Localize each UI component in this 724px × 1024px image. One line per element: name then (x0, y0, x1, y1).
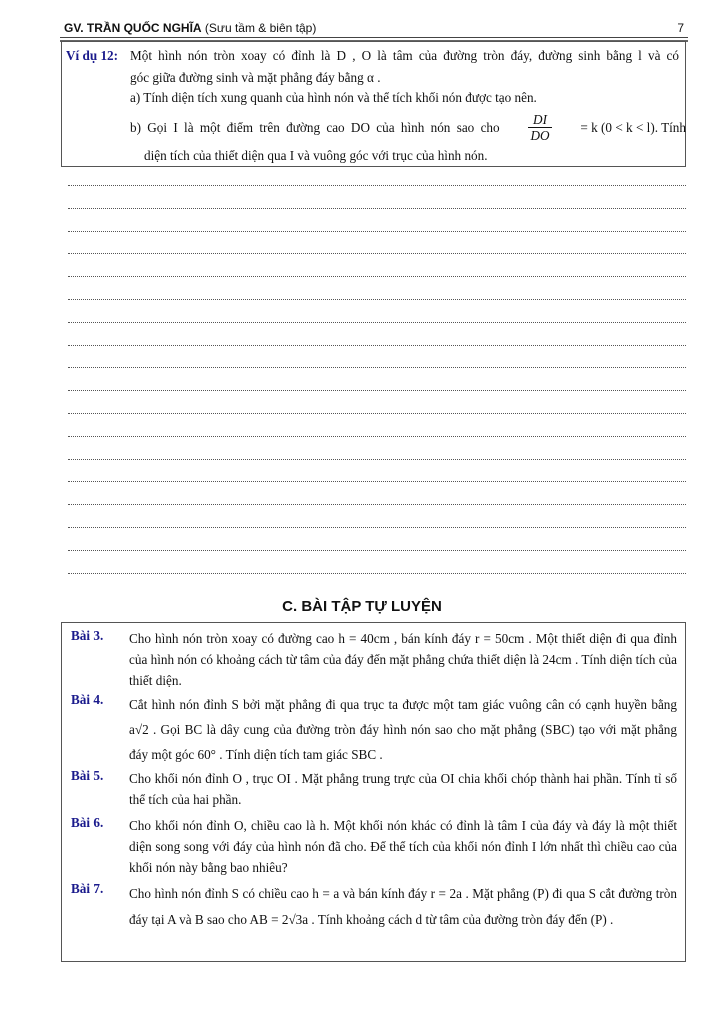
dotted-answer-line (68, 345, 686, 346)
example-box (61, 41, 686, 167)
exercise-text: Cho khối nón đỉnh O , trục OI . Mặt phẳng trung trực của OI chia khối chóp thành hai phần. Tính tỉ số thể tích của hai phần. (129, 771, 677, 807)
dotted-answer-line (68, 550, 686, 551)
header-rule (60, 37, 688, 38)
example-line-3: a) Tính diện tích xung quanh của hình nón và thể tích khối nón được tạo nên. (130, 90, 537, 105)
exercise-text: Cho khối nón đỉnh O, chiều cao là h. Một khối nón khác có đỉnh là tâm I của đáy và đáy là một thiết diện song song với đáy của hình nón đã cho. Để thể tích của khối nón đỉnh I lớn nhất thì chiều cao của khối nón này bằng bao nhiêu? (129, 818, 677, 875)
example-line-5: diện tích của thiết diện qua I và vuông góc với trục của hình nón. (144, 148, 488, 163)
author-note: (Sưu tầm & biên tập) (201, 21, 317, 35)
exercise-label: Bài 4. (71, 692, 104, 707)
dotted-answer-line (68, 436, 686, 437)
exercise-text: Cho hình nón đỉnh S có chiều cao h = a và bán kính đáy r = 2a . Mặt phẳng (P) đi qua S cắt đường tròn đáy tại A và B sao cho AB = 2√3a . Tính khoảng cách d từ tâm của đường tròn đáy đến (P) . (129, 886, 677, 927)
section-title: C. BÀI TẬP TỰ LUYỆN (282, 598, 442, 615)
example-line-2: góc giữa đường sinh và mặt phẳng đáy bằng α . (130, 70, 381, 85)
exercise-text: Cho hình nón tròn xoay có đường cao h = 40cm , bán kính đáy r = 50cm . Một thiết diện đi qua đỉnh của hình nón có khoảng cách từ tâm của đáy đến mặt phẳng chứa thiết diện là 24cm . Tính diện tích của thiết diện. (129, 631, 677, 688)
exercise-label: Bài 6. (71, 815, 104, 830)
example-line-1: Một hình nón tròn xoay có đỉnh là D , O là tâm của đường tròn đáy, đường sinh bằng l và có (130, 48, 679, 63)
example-line-4-text: b) Gọi I là một điểm trên đường cao DO của hình nón sao cho (130, 120, 500, 135)
dotted-answer-line (68, 322, 686, 323)
dotted-answer-line (68, 231, 686, 232)
example-label: Ví dụ 12: (66, 48, 119, 63)
exercise-text: Cắt hình nón đỉnh S bởi mặt phẳng đi qua trục ta được một tam giác vuông cân có cạnh huyền bằng a√2 . Gọi BC là dây cung của đường tròn đáy hình nón sao cho mặt phẳng (SBC) tạo với mặt phẳng đáy một góc 60° . Tính diện tích tam giác SBC . (129, 697, 677, 762)
exercise-label: Bài 5. (71, 768, 104, 783)
dotted-answer-line (68, 390, 686, 391)
dotted-answer-line (68, 413, 686, 414)
dotted-answer-line (68, 459, 686, 460)
dotted-answer-line (68, 527, 686, 528)
page-header (60, 17, 688, 39)
dotted-answer-line (68, 504, 686, 505)
author-name: GV. TRẦN QUỐC NGHĨA (64, 21, 202, 35)
fraction-numerator: DI (528, 112, 551, 128)
ratio-fraction (528, 112, 551, 143)
dotted-answer-line (68, 481, 686, 482)
dotted-answer-line (68, 253, 686, 254)
dotted-answer-line (68, 573, 686, 574)
dotted-answer-line (68, 208, 686, 209)
dotted-answer-line (68, 185, 686, 186)
fraction-denominator: DO (530, 128, 550, 143)
example-line-4 (130, 112, 686, 143)
dotted-answer-line (68, 276, 686, 277)
exercise-box (61, 622, 686, 962)
exercise-label: Bài 3. (71, 628, 104, 643)
exercise-label: Bài 7. (71, 881, 104, 896)
page-number: 7 (677, 21, 684, 35)
example-line-4-tail: = k (0 < k < l). Tính (580, 120, 686, 135)
dotted-answer-line (68, 299, 686, 300)
author-line (64, 21, 316, 35)
dotted-answer-line (68, 367, 686, 368)
